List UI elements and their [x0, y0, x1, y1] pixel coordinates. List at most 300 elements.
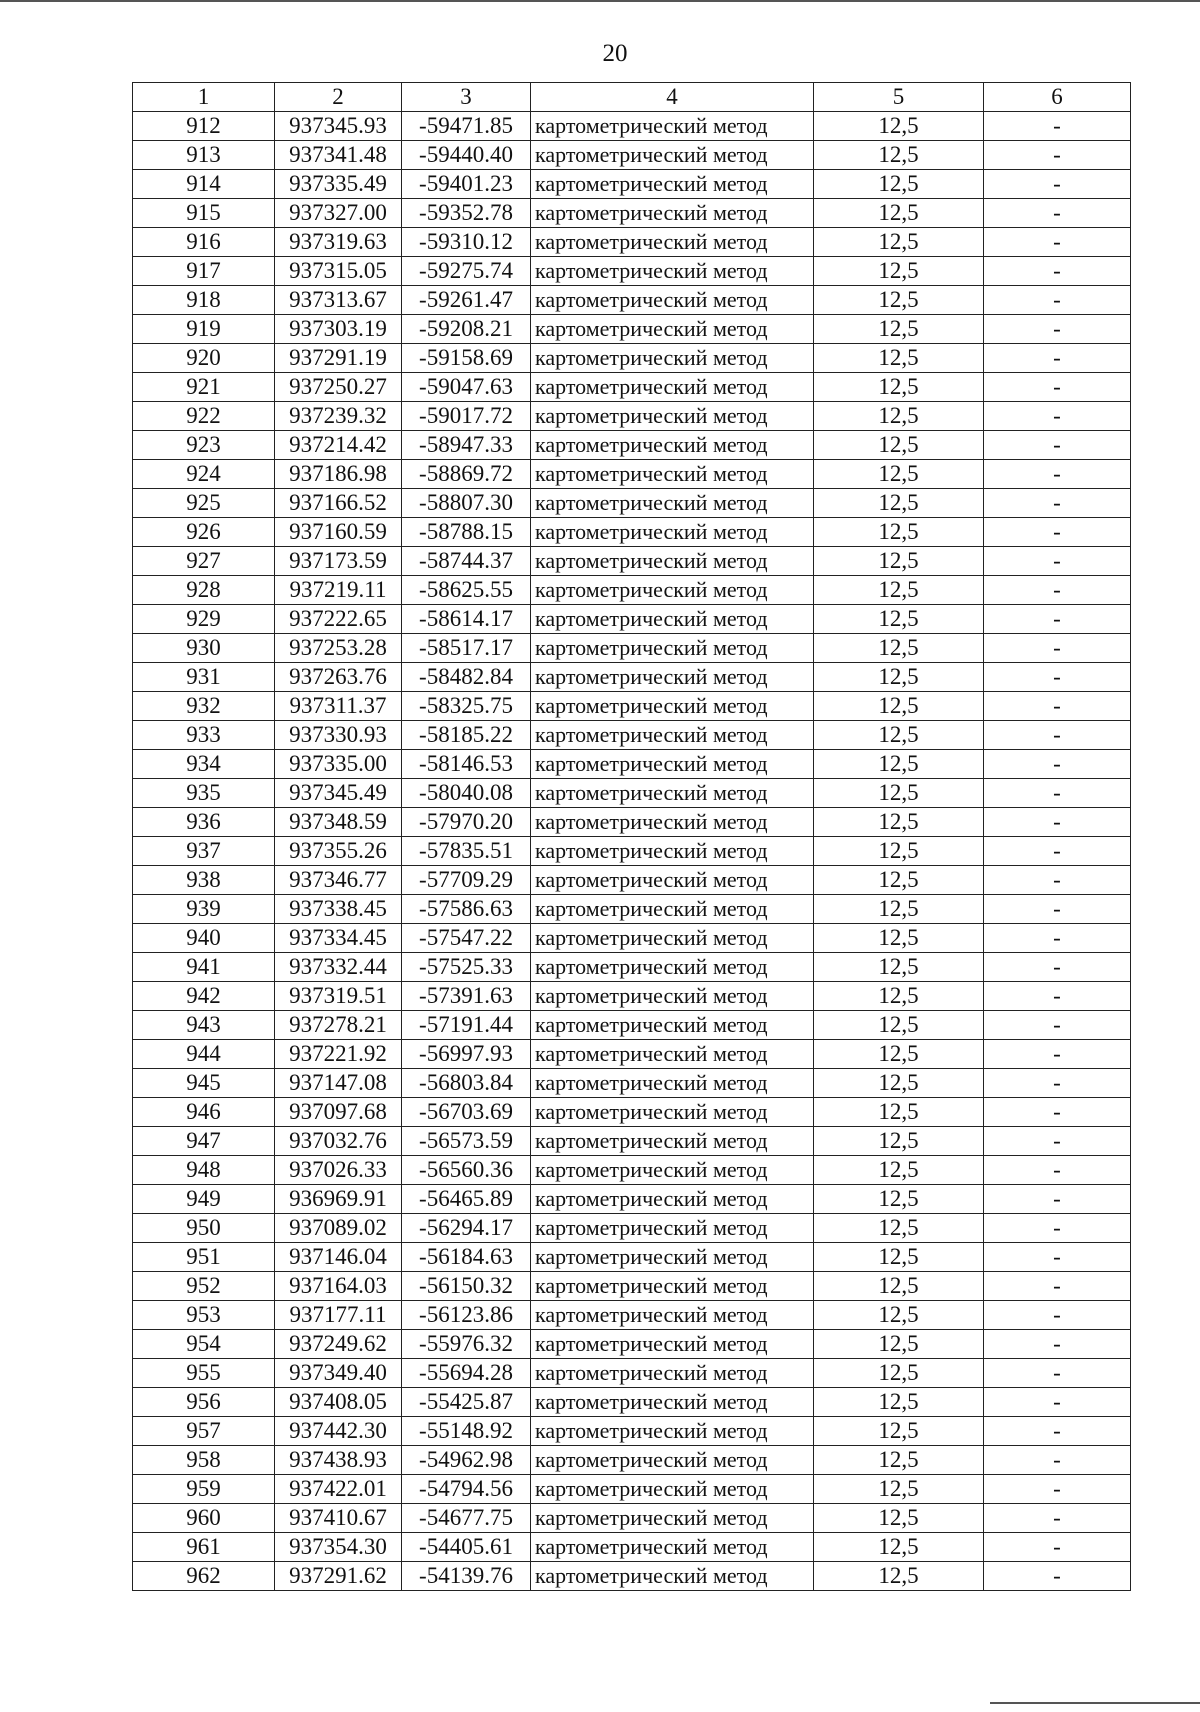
y-coordinate-cell: -59047.63 [402, 373, 531, 402]
description-cell: - [984, 518, 1131, 547]
table-row [133, 779, 1131, 808]
accuracy-cell: 12,5 [814, 924, 984, 953]
x-coordinate-cell: 937422.01 [275, 1475, 402, 1504]
point-number-cell: 920 [133, 344, 275, 373]
accuracy-cell: 12,5 [814, 344, 984, 373]
table-row [133, 605, 1131, 634]
description-cell: - [984, 431, 1131, 460]
y-coordinate-cell: -58869.72 [402, 460, 531, 489]
method-cell: картометрический метод [531, 1040, 814, 1069]
x-coordinate-cell: 937438.93 [275, 1446, 402, 1475]
description-cell: - [984, 286, 1131, 315]
coordinates-table [132, 82, 1131, 1591]
table-row [133, 576, 1131, 605]
description-cell: - [984, 1040, 1131, 1069]
accuracy-cell: 12,5 [814, 112, 984, 141]
x-coordinate-cell: 937214.42 [275, 431, 402, 460]
method-cell: картометрический метод [531, 750, 814, 779]
point-number-cell: 927 [133, 547, 275, 576]
table-row [133, 721, 1131, 750]
x-coordinate-cell: 937330.93 [275, 721, 402, 750]
accuracy-cell: 12,5 [814, 460, 984, 489]
table-row [133, 1156, 1131, 1185]
accuracy-cell: 12,5 [814, 257, 984, 286]
y-coordinate-cell: -56803.84 [402, 1069, 531, 1098]
x-coordinate-cell: 937311.37 [275, 692, 402, 721]
point-number-cell: 914 [133, 170, 275, 199]
y-coordinate-cell: -59261.47 [402, 286, 531, 315]
y-coordinate-cell: -59440.40 [402, 141, 531, 170]
table-row [133, 489, 1131, 518]
x-coordinate-cell: 937341.48 [275, 141, 402, 170]
method-cell: картометрический метод [531, 489, 814, 518]
x-coordinate-cell: 937335.00 [275, 750, 402, 779]
y-coordinate-cell: -58325.75 [402, 692, 531, 721]
y-coordinate-cell: -56560.36 [402, 1156, 531, 1185]
accuracy-cell: 12,5 [814, 1243, 984, 1272]
point-number-cell: 938 [133, 866, 275, 895]
point-number-cell: 947 [133, 1127, 275, 1156]
accuracy-cell: 12,5 [814, 837, 984, 866]
method-cell: картометрический метод [531, 663, 814, 692]
accuracy-cell: 12,5 [814, 866, 984, 895]
x-coordinate-cell: 937097.68 [275, 1098, 402, 1127]
method-cell: картометрический метод [531, 373, 814, 402]
x-coordinate-cell: 937221.92 [275, 1040, 402, 1069]
table-row [133, 257, 1131, 286]
point-number-cell: 935 [133, 779, 275, 808]
y-coordinate-cell: -55425.87 [402, 1388, 531, 1417]
table-header-row [133, 83, 1131, 112]
x-coordinate-cell: 937408.05 [275, 1388, 402, 1417]
x-coordinate-cell: 937338.45 [275, 895, 402, 924]
y-coordinate-cell: -54794.56 [402, 1475, 531, 1504]
x-coordinate-cell: 937253.28 [275, 634, 402, 663]
table-row [133, 1011, 1131, 1040]
x-coordinate-cell: 937319.51 [275, 982, 402, 1011]
description-cell: - [984, 1156, 1131, 1185]
point-number-cell: 945 [133, 1069, 275, 1098]
y-coordinate-cell: -56123.86 [402, 1301, 531, 1330]
column-header-3: 3 [402, 83, 531, 112]
method-cell: картометрический метод [531, 1243, 814, 1272]
description-cell: - [984, 663, 1131, 692]
table-row [133, 750, 1131, 779]
point-number-cell: 954 [133, 1330, 275, 1359]
x-coordinate-cell: 937345.49 [275, 779, 402, 808]
table-row [133, 315, 1131, 344]
y-coordinate-cell: -54139.76 [402, 1562, 531, 1591]
table-row [133, 808, 1131, 837]
description-cell: - [984, 1214, 1131, 1243]
point-number-cell: 917 [133, 257, 275, 286]
y-coordinate-cell: -57586.63 [402, 895, 531, 924]
method-cell: картометрический метод [531, 112, 814, 141]
y-coordinate-cell: -57525.33 [402, 953, 531, 982]
table-row [133, 982, 1131, 1011]
column-header-1: 1 [133, 83, 275, 112]
description-cell: - [984, 141, 1131, 170]
description-cell: - [984, 924, 1131, 953]
x-coordinate-cell: 937219.11 [275, 576, 402, 605]
table-row [133, 1475, 1131, 1504]
y-coordinate-cell: -59208.21 [402, 315, 531, 344]
description-cell: - [984, 982, 1131, 1011]
x-coordinate-cell: 937239.32 [275, 402, 402, 431]
point-number-cell: 962 [133, 1562, 275, 1591]
table-row [133, 1301, 1131, 1330]
point-number-cell: 921 [133, 373, 275, 402]
description-cell: - [984, 1562, 1131, 1591]
table-row [133, 1243, 1131, 1272]
table-body [133, 112, 1131, 1591]
accuracy-cell: 12,5 [814, 141, 984, 170]
accuracy-cell: 12,5 [814, 1214, 984, 1243]
y-coordinate-cell: -56184.63 [402, 1243, 531, 1272]
point-number-cell: 959 [133, 1475, 275, 1504]
description-cell: - [984, 1185, 1131, 1214]
point-number-cell: 926 [133, 518, 275, 547]
point-number-cell: 922 [133, 402, 275, 431]
method-cell: картометрический метод [531, 1417, 814, 1446]
method-cell: картометрический метод [531, 721, 814, 750]
y-coordinate-cell: -57191.44 [402, 1011, 531, 1040]
point-number-cell: 915 [133, 199, 275, 228]
table-row [133, 1127, 1131, 1156]
method-cell: картометрический метод [531, 1562, 814, 1591]
method-cell: картометрический метод [531, 228, 814, 257]
method-cell: картометрический метод [531, 605, 814, 634]
y-coordinate-cell: -54962.98 [402, 1446, 531, 1475]
y-coordinate-cell: -56573.59 [402, 1127, 531, 1156]
accuracy-cell: 12,5 [814, 692, 984, 721]
description-cell: - [984, 1446, 1131, 1475]
description-cell: - [984, 808, 1131, 837]
method-cell: картометрический метод [531, 692, 814, 721]
method-cell: картометрический метод [531, 286, 814, 315]
table-row [133, 344, 1131, 373]
x-coordinate-cell: 937186.98 [275, 460, 402, 489]
point-number-cell: 933 [133, 721, 275, 750]
y-coordinate-cell: -59310.12 [402, 228, 531, 257]
method-cell: картометрический метод [531, 1214, 814, 1243]
table-row [133, 1330, 1131, 1359]
description-cell: - [984, 750, 1131, 779]
point-number-cell: 931 [133, 663, 275, 692]
table-row [133, 402, 1131, 431]
y-coordinate-cell: -58788.15 [402, 518, 531, 547]
y-coordinate-cell: -54677.75 [402, 1504, 531, 1533]
point-number-cell: 925 [133, 489, 275, 518]
point-number-cell: 918 [133, 286, 275, 315]
accuracy-cell: 12,5 [814, 1504, 984, 1533]
description-cell: - [984, 315, 1131, 344]
point-number-cell: 928 [133, 576, 275, 605]
table-row [133, 460, 1131, 489]
table-row [133, 634, 1131, 663]
y-coordinate-cell: -57547.22 [402, 924, 531, 953]
table-row [133, 228, 1131, 257]
method-cell: картометрический метод [531, 1185, 814, 1214]
method-cell: картометрический метод [531, 1069, 814, 1098]
point-number-cell: 948 [133, 1156, 275, 1185]
accuracy-cell: 12,5 [814, 547, 984, 576]
description-cell: - [984, 1504, 1131, 1533]
y-coordinate-cell: -56294.17 [402, 1214, 531, 1243]
point-number-cell: 956 [133, 1388, 275, 1417]
accuracy-cell: 12,5 [814, 605, 984, 634]
description-cell: - [984, 837, 1131, 866]
point-number-cell: 958 [133, 1446, 275, 1475]
x-coordinate-cell: 937222.65 [275, 605, 402, 634]
table-row [133, 895, 1131, 924]
x-coordinate-cell: 937303.19 [275, 315, 402, 344]
x-coordinate-cell: 937291.62 [275, 1562, 402, 1591]
y-coordinate-cell: -55148.92 [402, 1417, 531, 1446]
point-number-cell: 930 [133, 634, 275, 663]
accuracy-cell: 12,5 [814, 286, 984, 315]
x-coordinate-cell: 937332.44 [275, 953, 402, 982]
accuracy-cell: 12,5 [814, 1098, 984, 1127]
accuracy-cell: 12,5 [814, 1272, 984, 1301]
method-cell: картометрический метод [531, 431, 814, 460]
description-cell: - [984, 170, 1131, 199]
accuracy-cell: 12,5 [814, 1388, 984, 1417]
accuracy-cell: 12,5 [814, 170, 984, 199]
y-coordinate-cell: -55694.28 [402, 1359, 531, 1388]
description-cell: - [984, 1475, 1131, 1504]
x-coordinate-cell: 937410.67 [275, 1504, 402, 1533]
method-cell: картометрический метод [531, 634, 814, 663]
method-cell: картометрический метод [531, 1475, 814, 1504]
x-coordinate-cell: 937164.03 [275, 1272, 402, 1301]
x-coordinate-cell: 937442.30 [275, 1417, 402, 1446]
method-cell: картометрический метод [531, 808, 814, 837]
accuracy-cell: 12,5 [814, 1475, 984, 1504]
y-coordinate-cell: -57970.20 [402, 808, 531, 837]
description-cell: - [984, 547, 1131, 576]
point-number-cell: 950 [133, 1214, 275, 1243]
method-cell: картометрический метод [531, 1359, 814, 1388]
x-coordinate-cell: 937147.08 [275, 1069, 402, 1098]
x-coordinate-cell: 937026.33 [275, 1156, 402, 1185]
description-cell: - [984, 1069, 1131, 1098]
point-number-cell: 919 [133, 315, 275, 344]
accuracy-cell: 12,5 [814, 982, 984, 1011]
accuracy-cell: 12,5 [814, 1127, 984, 1156]
y-coordinate-cell: -59275.74 [402, 257, 531, 286]
x-coordinate-cell: 937345.93 [275, 112, 402, 141]
x-coordinate-cell: 937166.52 [275, 489, 402, 518]
y-coordinate-cell: -58625.55 [402, 576, 531, 605]
description-cell: - [984, 344, 1131, 373]
point-number-cell: 912 [133, 112, 275, 141]
method-cell: картометрический метод [531, 1330, 814, 1359]
x-coordinate-cell: 937089.02 [275, 1214, 402, 1243]
description-cell: - [984, 1127, 1131, 1156]
accuracy-cell: 12,5 [814, 576, 984, 605]
x-coordinate-cell: 937146.04 [275, 1243, 402, 1272]
accuracy-cell: 12,5 [814, 1011, 984, 1040]
point-number-cell: 934 [133, 750, 275, 779]
y-coordinate-cell: -58744.37 [402, 547, 531, 576]
accuracy-cell: 12,5 [814, 518, 984, 547]
x-coordinate-cell: 937313.67 [275, 286, 402, 315]
table-row [133, 1272, 1131, 1301]
method-cell: картометрический метод [531, 1127, 814, 1156]
description-cell: - [984, 895, 1131, 924]
table-row [133, 692, 1131, 721]
description-cell: - [984, 1272, 1131, 1301]
accuracy-cell: 12,5 [814, 953, 984, 982]
method-cell: картометрический метод [531, 1011, 814, 1040]
description-cell: - [984, 1011, 1131, 1040]
y-coordinate-cell: -58614.17 [402, 605, 531, 634]
method-cell: картометрический метод [531, 257, 814, 286]
accuracy-cell: 12,5 [814, 228, 984, 257]
table-row [133, 924, 1131, 953]
method-cell: картометрический метод [531, 953, 814, 982]
description-cell: - [984, 112, 1131, 141]
description-cell: - [984, 866, 1131, 895]
accuracy-cell: 12,5 [814, 1301, 984, 1330]
method-cell: картометрический метод [531, 1098, 814, 1127]
x-coordinate-cell: 937250.27 [275, 373, 402, 402]
point-number-cell: 932 [133, 692, 275, 721]
x-coordinate-cell: 937349.40 [275, 1359, 402, 1388]
accuracy-cell: 12,5 [814, 431, 984, 460]
y-coordinate-cell: -58517.17 [402, 634, 531, 663]
table-row [133, 1069, 1131, 1098]
table-row [133, 199, 1131, 228]
y-coordinate-cell: -57391.63 [402, 982, 531, 1011]
description-cell: - [984, 1243, 1131, 1272]
point-number-cell: 957 [133, 1417, 275, 1446]
method-cell: картометрический метод [531, 460, 814, 489]
x-coordinate-cell: 937177.11 [275, 1301, 402, 1330]
accuracy-cell: 12,5 [814, 1417, 984, 1446]
y-coordinate-cell: -54405.61 [402, 1533, 531, 1562]
page-number: 20 [602, 40, 628, 67]
method-cell: картометрический метод [531, 402, 814, 431]
point-number-cell: 940 [133, 924, 275, 953]
accuracy-cell: 12,5 [814, 721, 984, 750]
table-row [133, 1040, 1131, 1069]
y-coordinate-cell: -56703.69 [402, 1098, 531, 1127]
table-row [133, 1185, 1131, 1214]
description-cell: - [984, 373, 1131, 402]
method-cell: картометрический метод [531, 1388, 814, 1417]
point-number-cell: 941 [133, 953, 275, 982]
method-cell: картометрический метод [531, 1301, 814, 1330]
method-cell: картометрический метод [531, 924, 814, 953]
table-row [133, 141, 1131, 170]
x-coordinate-cell: 937032.76 [275, 1127, 402, 1156]
point-number-cell: 952 [133, 1272, 275, 1301]
y-coordinate-cell: -58807.30 [402, 489, 531, 518]
point-number-cell: 951 [133, 1243, 275, 1272]
x-coordinate-cell: 937173.59 [275, 547, 402, 576]
point-number-cell: 943 [133, 1011, 275, 1040]
description-cell: - [984, 402, 1131, 431]
point-number-cell: 937 [133, 837, 275, 866]
description-cell: - [984, 1330, 1131, 1359]
method-cell: картометрический метод [531, 315, 814, 344]
x-coordinate-cell: 937278.21 [275, 1011, 402, 1040]
y-coordinate-cell: -58482.84 [402, 663, 531, 692]
description-cell: - [984, 1098, 1131, 1127]
accuracy-cell: 12,5 [814, 1446, 984, 1475]
accuracy-cell: 12,5 [814, 1040, 984, 1069]
method-cell: картометрический метод [531, 1533, 814, 1562]
method-cell: картометрический метод [531, 982, 814, 1011]
y-coordinate-cell: -59401.23 [402, 170, 531, 199]
table-row [133, 286, 1131, 315]
accuracy-cell: 12,5 [814, 1533, 984, 1562]
point-number-cell: 946 [133, 1098, 275, 1127]
description-cell: - [984, 1533, 1131, 1562]
column-header-2: 2 [275, 83, 402, 112]
y-coordinate-cell: -58040.08 [402, 779, 531, 808]
x-coordinate-cell: 937335.49 [275, 170, 402, 199]
method-cell: картометрический метод [531, 1272, 814, 1301]
method-cell: картометрический метод [531, 866, 814, 895]
description-cell: - [984, 692, 1131, 721]
accuracy-cell: 12,5 [814, 1069, 984, 1098]
table-row [133, 1446, 1131, 1475]
table-row [133, 837, 1131, 866]
x-coordinate-cell: 937348.59 [275, 808, 402, 837]
y-coordinate-cell: -57835.51 [402, 837, 531, 866]
accuracy-cell: 12,5 [814, 489, 984, 518]
description-cell: - [984, 779, 1131, 808]
method-cell: картометрический метод [531, 199, 814, 228]
description-cell: - [984, 1388, 1131, 1417]
y-coordinate-cell: -59158.69 [402, 344, 531, 373]
description-cell: - [984, 1301, 1131, 1330]
x-coordinate-cell: 937249.62 [275, 1330, 402, 1359]
accuracy-cell: 12,5 [814, 402, 984, 431]
x-coordinate-cell: 937355.26 [275, 837, 402, 866]
y-coordinate-cell: -56997.93 [402, 1040, 531, 1069]
point-number-cell: 924 [133, 460, 275, 489]
point-number-cell: 961 [133, 1533, 275, 1562]
top-rule [0, 0, 1200, 2]
point-number-cell: 953 [133, 1301, 275, 1330]
x-coordinate-cell: 937263.76 [275, 663, 402, 692]
point-number-cell: 936 [133, 808, 275, 837]
y-coordinate-cell: -59471.85 [402, 112, 531, 141]
method-cell: картометрический метод [531, 344, 814, 373]
table-row [133, 518, 1131, 547]
description-cell: - [984, 634, 1131, 663]
accuracy-cell: 12,5 [814, 1156, 984, 1185]
method-cell: картометрический метод [531, 170, 814, 199]
point-number-cell: 916 [133, 228, 275, 257]
y-coordinate-cell: -56150.32 [402, 1272, 531, 1301]
accuracy-cell: 12,5 [814, 373, 984, 402]
y-coordinate-cell: -58146.53 [402, 750, 531, 779]
accuracy-cell: 12,5 [814, 315, 984, 344]
column-header-4: 4 [531, 83, 814, 112]
x-coordinate-cell: 937327.00 [275, 199, 402, 228]
table-row [133, 112, 1131, 141]
y-coordinate-cell: -59352.78 [402, 199, 531, 228]
y-coordinate-cell: -55976.32 [402, 1330, 531, 1359]
table-row [133, 1098, 1131, 1127]
accuracy-cell: 12,5 [814, 895, 984, 924]
table-row [133, 1417, 1131, 1446]
